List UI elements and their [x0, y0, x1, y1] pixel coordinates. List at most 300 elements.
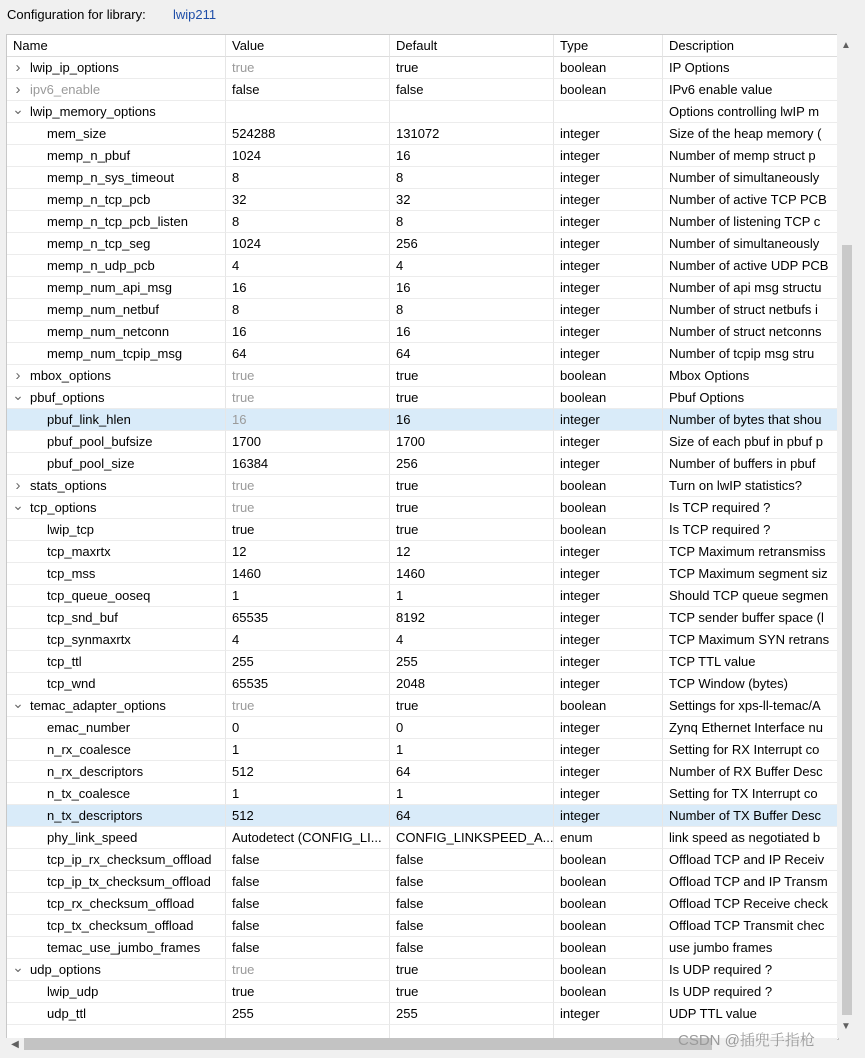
default-cell-text: 1: [396, 588, 404, 603]
scroll-down-arrow-icon[interactable]: ▼: [841, 1021, 851, 1032]
type-cell-text: integer: [560, 214, 600, 229]
table-row[interactable]: [7, 189, 838, 211]
type-cell: [554, 123, 663, 145]
value-cell[interactable]: [226, 739, 390, 761]
value-cell-text: false: [232, 82, 260, 97]
property-name: tcp_synmaxrtx: [47, 632, 131, 647]
value-cell-text: 32: [232, 192, 247, 207]
name-cell[interactable]: [7, 299, 226, 321]
description-cell-text: IPv6 enable value: [669, 82, 773, 97]
name-cell[interactable]: [7, 255, 226, 277]
name-cell[interactable]: [7, 497, 226, 519]
description-cell-text: Number of listening TCP c: [669, 214, 821, 229]
property-name: pbuf_pool_size: [47, 456, 135, 471]
value-cell[interactable]: [226, 365, 390, 387]
table-row[interactable]: [7, 915, 838, 937]
table-row[interactable]: [7, 541, 838, 563]
default-cell-text: false: [396, 852, 424, 867]
chevron-down-icon[interactable]: ⌄: [12, 387, 24, 403]
description-cell: [663, 915, 838, 937]
column-header-name[interactable]: Name: [7, 35, 226, 57]
name-cell[interactable]: [7, 145, 226, 167]
description-cell: [663, 585, 838, 607]
name-cell[interactable]: [7, 233, 226, 255]
name-cell[interactable]: [7, 365, 226, 387]
description-cell: [663, 387, 838, 409]
default-cell: [390, 541, 554, 563]
table-row[interactable]: [7, 717, 838, 739]
value-cell[interactable]: [226, 893, 390, 915]
property-name: tcp_options: [30, 500, 97, 515]
value-cell[interactable]: [226, 79, 390, 101]
table-row[interactable]: [7, 849, 838, 871]
chevron-right-icon[interactable]: ›: [15, 367, 21, 384]
name-cell[interactable]: [7, 277, 226, 299]
description-cell: [663, 233, 838, 255]
table-row[interactable]: [7, 607, 838, 629]
name-cell[interactable]: [7, 783, 226, 805]
type-cell: [554, 805, 663, 827]
name-cell[interactable]: [7, 761, 226, 783]
property-name: memp_n_pbuf: [47, 148, 131, 163]
table-row[interactable]: [7, 805, 838, 827]
value-cell-text: 1700: [232, 434, 261, 449]
default-cell: [390, 299, 554, 321]
table-row[interactable]: [7, 497, 838, 519]
type-cell-text: boolean: [560, 82, 607, 97]
property-name: tcp_ip_rx_checksum_offload: [47, 852, 212, 867]
description-cell: [663, 563, 838, 585]
name-cell[interactable]: [7, 189, 226, 211]
description-cell: [663, 431, 838, 453]
table-row[interactable]: [7, 893, 838, 915]
description-cell-text: Size of the heap memory (: [669, 126, 822, 141]
value-cell[interactable]: [226, 695, 390, 717]
type-cell: [554, 739, 663, 761]
value-cell[interactable]: [226, 761, 390, 783]
default-cell: [390, 761, 554, 783]
name-cell[interactable]: [7, 805, 226, 827]
name-cell[interactable]: [7, 79, 226, 101]
property-name: pbuf_pool_bufsize: [47, 434, 153, 449]
table-row[interactable]: [7, 431, 838, 453]
name-cell[interactable]: [7, 915, 226, 937]
scroll-up-arrow-icon[interactable]: ▲: [841, 40, 851, 51]
column-header-default[interactable]: Default: [390, 35, 554, 57]
name-cell[interactable]: [7, 123, 226, 145]
property-name: tcp_ip_tx_checksum_offload: [47, 874, 211, 889]
chevron-down-icon[interactable]: ⌄: [12, 695, 24, 711]
value-cell-text: 1024: [232, 236, 261, 251]
value-cell[interactable]: [226, 145, 390, 167]
default-cell: [390, 453, 554, 475]
table-row[interactable]: [7, 937, 838, 959]
table-row[interactable]: [7, 453, 838, 475]
description-cell: [663, 123, 838, 145]
name-cell[interactable]: [7, 717, 226, 739]
table-row[interactable]: [7, 255, 838, 277]
default-cell: [390, 387, 554, 409]
type-cell: [554, 409, 663, 431]
table-row[interactable]: [7, 167, 838, 189]
table-row[interactable]: [7, 695, 838, 717]
default-cell: [390, 475, 554, 497]
property-name: tcp_mss: [47, 566, 96, 581]
value-cell[interactable]: [226, 981, 390, 1003]
value-cell-text: true: [232, 984, 255, 999]
column-header-type[interactable]: Type: [554, 35, 663, 57]
description-cell-text: Number of RX Buffer Desc: [669, 764, 823, 779]
property-name: lwip_memory_options: [30, 104, 156, 119]
value-cell[interactable]: [226, 519, 390, 541]
type-cell: [554, 453, 663, 475]
default-cell: [390, 585, 554, 607]
table-row[interactable]: [7, 673, 838, 695]
type-cell: [554, 563, 663, 585]
default-cell: [390, 365, 554, 387]
type-cell-text: boolean: [560, 874, 607, 889]
name-cell[interactable]: [7, 937, 226, 959]
default-cell-text: 1: [396, 742, 404, 757]
property-name: memp_num_netconn: [47, 324, 170, 339]
description-cell: [663, 211, 838, 233]
description-cell-text: TCP Maximum SYN retrans: [669, 632, 830, 647]
value-cell[interactable]: [226, 167, 390, 189]
value-cell[interactable]: [226, 299, 390, 321]
table-row[interactable]: [7, 321, 838, 343]
table-row[interactable]: [7, 585, 838, 607]
value-cell[interactable]: [226, 211, 390, 233]
value-cell[interactable]: [226, 321, 390, 343]
value-cell-text: 65535: [232, 610, 269, 625]
type-cell-text: boolean: [560, 962, 607, 977]
property-name: phy_link_speed: [47, 830, 138, 845]
table-row[interactable]: [7, 1003, 838, 1025]
library-name[interactable]: lwip211: [173, 7, 217, 22]
value-cell-text: true: [232, 522, 255, 537]
value-cell-text: 16384: [232, 456, 269, 471]
description-cell-text: use jumbo frames: [669, 940, 773, 955]
table-row[interactable]: [7, 299, 838, 321]
table-row[interactable]: [7, 563, 838, 585]
table-row[interactable]: [7, 761, 838, 783]
value-cell[interactable]: [226, 541, 390, 563]
default-cell-text: 8: [396, 302, 404, 317]
name-cell[interactable]: [7, 849, 226, 871]
type-cell-text: boolean: [560, 478, 607, 493]
table-row[interactable]: [7, 827, 838, 849]
description-cell: [663, 651, 838, 673]
name-cell[interactable]: [7, 541, 226, 563]
name-cell[interactable]: [7, 959, 226, 981]
chevron-right-icon[interactable]: ›: [15, 81, 21, 98]
description-cell: [663, 299, 838, 321]
property-name: pbuf_link_hlen: [47, 412, 131, 427]
type-cell: [554, 475, 663, 497]
chevron-right-icon[interactable]: ›: [15, 477, 21, 494]
value-cell[interactable]: [226, 343, 390, 365]
description-cell-text: Number of simultaneously: [669, 170, 820, 185]
value-cell[interactable]: [226, 673, 390, 695]
table-row[interactable]: [7, 101, 838, 123]
type-cell-text: boolean: [560, 852, 607, 867]
default-cell-text: true: [396, 60, 419, 75]
value-cell[interactable]: [226, 497, 390, 519]
type-cell: [554, 673, 663, 695]
value-cell-text: 1: [232, 786, 240, 801]
name-cell[interactable]: [7, 387, 226, 409]
name-cell[interactable]: [7, 409, 226, 431]
default-cell: [390, 79, 554, 101]
table-row[interactable]: [7, 57, 838, 79]
table-row[interactable]: [7, 365, 838, 387]
default-cell: [390, 607, 554, 629]
type-cell-text: integer: [560, 544, 600, 559]
value-cell-text: 255: [232, 654, 254, 669]
name-cell[interactable]: [7, 585, 226, 607]
value-cell-text: 64: [232, 346, 247, 361]
default-cell-text: false: [396, 940, 424, 955]
description-cell: [663, 79, 838, 101]
value-cell[interactable]: [226, 123, 390, 145]
value-cell[interactable]: [226, 959, 390, 981]
table-row[interactable]: [7, 651, 838, 673]
default-cell-text: true: [396, 390, 419, 405]
table-row[interactable]: [7, 629, 838, 651]
default-cell-text: false: [396, 918, 424, 933]
property-name: memp_n_udp_pcb: [47, 258, 155, 273]
type-cell-text: integer: [560, 236, 600, 251]
table-row[interactable]: [7, 145, 838, 167]
value-cell-text: true: [232, 390, 255, 405]
description-cell: [663, 893, 838, 915]
name-cell[interactable]: [7, 57, 226, 79]
value-cell[interactable]: [226, 1003, 390, 1025]
property-name: emac_number: [47, 720, 131, 735]
name-cell[interactable]: [7, 651, 226, 673]
default-cell: [390, 519, 554, 541]
default-cell: [390, 57, 554, 79]
description-cell-text: Number of api msg structu: [669, 280, 822, 295]
value-cell[interactable]: [226, 827, 390, 849]
value-cell[interactable]: [226, 255, 390, 277]
type-cell: [554, 783, 663, 805]
name-cell[interactable]: [7, 321, 226, 343]
value-cell[interactable]: [226, 57, 390, 79]
description-cell: [663, 519, 838, 541]
description-cell-text: Mbox Options: [669, 368, 750, 383]
default-cell: [390, 211, 554, 233]
default-cell: [390, 805, 554, 827]
default-cell: [390, 893, 554, 915]
scroll-left-arrow-icon[interactable]: ◀: [11, 1039, 19, 1050]
column-header-value[interactable]: Value: [226, 35, 390, 57]
value-cell-text: 65535: [232, 676, 269, 691]
property-name: memp_n_sys_timeout: [47, 170, 175, 185]
type-cell: [554, 959, 663, 981]
type-cell: [554, 629, 663, 651]
default-cell-text: 1460: [396, 566, 425, 581]
description-cell-text: Number of buffers in pbuf: [669, 456, 816, 471]
name-cell[interactable]: [7, 871, 226, 893]
chevron-down-icon[interactable]: ⌄: [12, 101, 24, 117]
name-cell[interactable]: [7, 607, 226, 629]
value-cell[interactable]: [226, 937, 390, 959]
default-cell: [390, 673, 554, 695]
default-cell-text: true: [396, 522, 419, 537]
description-cell-text: Is TCP required ?: [669, 522, 771, 537]
value-cell[interactable]: [226, 915, 390, 937]
description-cell: [663, 849, 838, 871]
chevron-down-icon[interactable]: ⌄: [12, 497, 24, 513]
name-cell[interactable]: [7, 629, 226, 651]
horizontal-scroll-thumb[interactable]: [24, 1038, 712, 1050]
default-cell-text: CONFIG_LINKSPEED_A...: [396, 830, 554, 845]
default-cell: [390, 783, 554, 805]
type-cell-text: boolean: [560, 390, 607, 405]
type-cell-text: integer: [560, 302, 600, 317]
value-cell[interactable]: [226, 783, 390, 805]
type-cell-text: integer: [560, 720, 600, 735]
value-cell[interactable]: [226, 849, 390, 871]
name-cell[interactable]: [7, 519, 226, 541]
name-cell[interactable]: [7, 1003, 226, 1025]
vertical-scroll-thumb[interactable]: [842, 245, 852, 1015]
value-cell[interactable]: [226, 805, 390, 827]
property-name: udp_ttl: [47, 1006, 87, 1021]
property-name: stats_options: [30, 478, 107, 493]
type-cell: [554, 211, 663, 233]
value-cell[interactable]: [226, 277, 390, 299]
value-cell[interactable]: [226, 651, 390, 673]
name-cell[interactable]: [7, 563, 226, 585]
name-cell[interactable]: [7, 739, 226, 761]
default-cell-text: 64: [396, 346, 411, 361]
name-cell[interactable]: [7, 475, 226, 497]
table-row[interactable]: [7, 959, 838, 981]
description-cell: [663, 255, 838, 277]
description-cell: [663, 629, 838, 651]
table-row[interactable]: [7, 233, 838, 255]
description-cell: [663, 167, 838, 189]
name-cell[interactable]: [7, 827, 226, 849]
default-cell-text: 255: [396, 1006, 418, 1021]
name-cell[interactable]: [7, 211, 226, 233]
description-cell-text: Pbuf Options: [669, 390, 745, 405]
table-header: [7, 35, 838, 57]
table-row[interactable]: [7, 123, 838, 145]
name-cell[interactable]: [7, 981, 226, 1003]
table-row[interactable]: [7, 475, 838, 497]
table-row[interactable]: [7, 871, 838, 893]
name-cell[interactable]: [7, 431, 226, 453]
value-cell-text: 524288: [232, 126, 276, 141]
table-row[interactable]: [7, 277, 838, 299]
property-name: lwip_udp: [47, 984, 99, 999]
default-cell: [390, 321, 554, 343]
table-row[interactable]: [7, 343, 838, 365]
name-cell[interactable]: [7, 167, 226, 189]
value-cell[interactable]: [226, 607, 390, 629]
table-row[interactable]: [7, 783, 838, 805]
value-cell[interactable]: [226, 189, 390, 211]
value-cell[interactable]: [226, 409, 390, 431]
type-cell: [554, 761, 663, 783]
value-cell[interactable]: [226, 629, 390, 651]
value-cell-text: false: [232, 940, 260, 955]
value-cell[interactable]: [226, 453, 390, 475]
value-cell[interactable]: [226, 871, 390, 893]
value-cell[interactable]: [226, 387, 390, 409]
value-cell[interactable]: [226, 563, 390, 585]
table-row[interactable]: [7, 739, 838, 761]
value-cell-text: 255: [232, 1006, 254, 1021]
name-cell[interactable]: [7, 453, 226, 475]
default-cell: [390, 827, 554, 849]
name-cell[interactable]: [7, 893, 226, 915]
property-name: tcp_rx_checksum_offload: [47, 896, 195, 911]
name-cell[interactable]: [7, 343, 226, 365]
description-cell: [663, 937, 838, 959]
default-cell-text: 1700: [396, 434, 425, 449]
type-cell: [554, 937, 663, 959]
value-cell[interactable]: [226, 717, 390, 739]
table-row[interactable]: [7, 211, 838, 233]
default-cell-text: true: [396, 984, 419, 999]
config-header: [0, 0, 865, 30]
description-cell-text: Number of active UDP PCB: [669, 258, 829, 273]
type-cell-text: integer: [560, 676, 600, 691]
table-row[interactable]: [7, 409, 838, 431]
type-cell-text: enum: [560, 830, 593, 845]
value-cell[interactable]: [226, 475, 390, 497]
value-cell[interactable]: [226, 101, 390, 123]
property-name: tcp_wnd: [47, 676, 96, 691]
table-row[interactable]: [7, 387, 838, 409]
default-cell-text: 16: [396, 280, 411, 295]
value-cell-text: true: [232, 368, 255, 383]
table-row[interactable]: [7, 981, 838, 1003]
value-cell-text: 16: [232, 412, 247, 427]
table-row[interactable]: [7, 79, 838, 101]
type-cell: [554, 519, 663, 541]
value-cell-text: true: [232, 500, 255, 515]
table-row[interactable]: [7, 519, 838, 541]
column-header-description[interactable]: Description: [663, 35, 838, 57]
description-cell-text: Number of struct netbufs i: [669, 302, 818, 317]
description-cell-text: Should TCP queue segmen: [669, 588, 829, 603]
description-cell-text: Offload TCP and IP Receiv: [669, 852, 825, 867]
type-cell-text: boolean: [560, 896, 607, 911]
type-cell-text: integer: [560, 324, 600, 339]
description-cell: [663, 57, 838, 79]
name-cell[interactable]: [7, 673, 226, 695]
chevron-down-icon[interactable]: ⌄: [12, 959, 24, 975]
name-cell[interactable]: [7, 101, 226, 123]
chevron-right-icon[interactable]: ›: [15, 59, 21, 76]
name-cell[interactable]: [7, 695, 226, 717]
value-cell[interactable]: [226, 585, 390, 607]
value-cell[interactable]: [226, 233, 390, 255]
type-cell-text: integer: [560, 280, 600, 295]
value-cell[interactable]: [226, 431, 390, 453]
description-cell: [663, 871, 838, 893]
property-name: memp_num_tcpip_msg: [47, 346, 183, 361]
property-name: memp_n_tcp_seg: [47, 236, 151, 251]
type-cell-text: boolean: [560, 918, 607, 933]
type-cell: [554, 145, 663, 167]
description-cell: [663, 827, 838, 849]
